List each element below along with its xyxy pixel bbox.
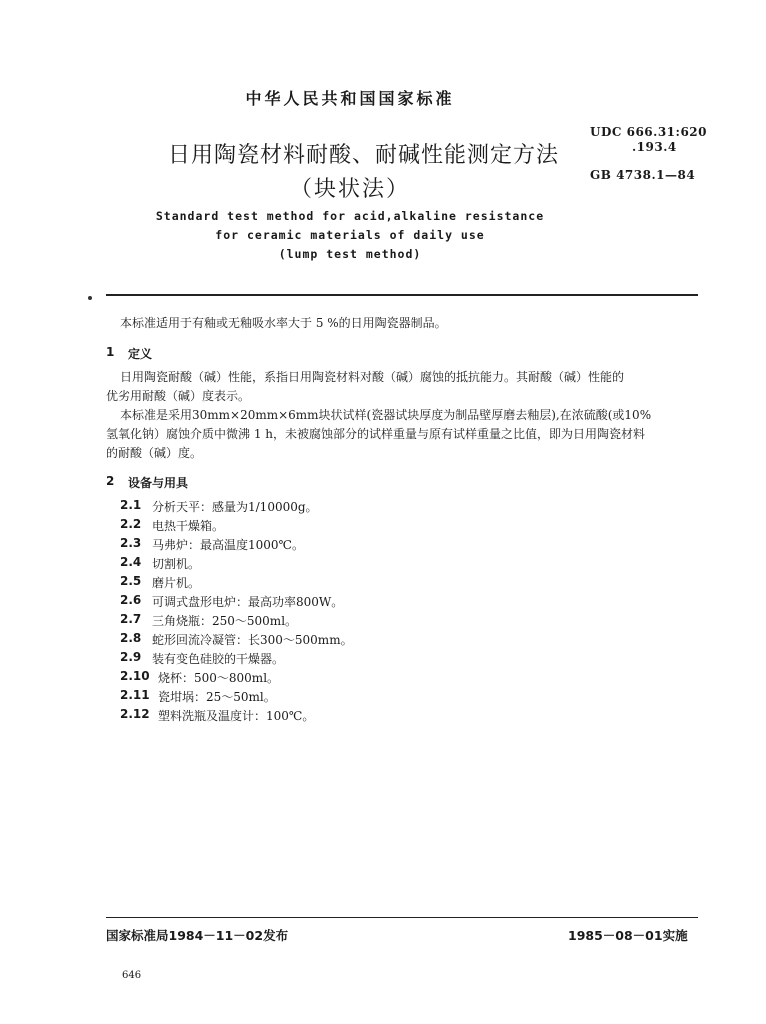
equipment-item-text: 烧杯：500～800ml。 [158, 671, 280, 685]
equipment-item-number: 2.11 [120, 688, 150, 702]
definition-para-2-line-3: 的耐酸（碱）度。 [106, 446, 203, 460]
equipment-item-text: 三角烧瓶：250～500ml。 [152, 614, 298, 628]
definition-para-2-line-1: 本标准是采用30mm×20mm×6mm块状试样(瓷器试块厚度为制品壁厚磨去釉层),在浓硫酸(或10% [120, 408, 652, 422]
equipment-item-text: 蛇形回流冷凝管：长300～500mm。 [152, 633, 353, 647]
english-title-line-2: for ceramic materials of daily use [215, 228, 485, 242]
equipment-item-text: 瓷坩埚：25～50ml。 [158, 690, 276, 704]
effective-date: 1985－08－01实施 [568, 928, 688, 943]
equipment-item-text: 电热干燥箱。 [152, 519, 225, 533]
definition-para-1-line-2: 优劣用耐酸（碱）度表示。 [106, 389, 251, 403]
margin-dot [88, 296, 92, 300]
document-subtitle: （块状法） [289, 177, 410, 202]
equipment-item-number: 2.1 [120, 498, 142, 512]
section-2-number: 2 [106, 474, 115, 488]
header-rule [106, 294, 698, 296]
document-title: 日用陶瓷材料耐酸、耐碱性能测定方法 [168, 143, 560, 168]
section-1-number: 1 [106, 345, 115, 359]
section-1-title: 定义 [128, 347, 153, 361]
equipment-item-number: 2.8 [120, 631, 142, 645]
footer-rule [106, 917, 698, 918]
english-title-line-3: (lump test method) [278, 247, 422, 261]
scope-paragraph: 本标准适用于有釉或无釉吸水率大于 5 %的日用陶瓷器制品。 [120, 316, 447, 330]
equipment-item-number: 2.2 [120, 517, 142, 531]
equipment-item-number: 2.12 [120, 707, 150, 721]
section-2-title: 设备与用具 [128, 476, 189, 490]
equipment-item-text: 磨片机。 [152, 576, 201, 590]
definition-para-1-line-1: 日用陶瓷耐酸（碱）性能，系指日用陶瓷材料对酸（碱）腐蚀的抵抗能力。其耐酸（碱）性能的 [120, 370, 625, 384]
equipment-item-number: 2.7 [120, 612, 142, 626]
page-number: 646 [122, 970, 142, 981]
equipment-item-text: 切割机。 [152, 557, 201, 571]
udc-code-continued: .193.4 [632, 140, 677, 154]
equipment-item-number: 2.4 [120, 555, 142, 569]
equipment-item-number: 2.3 [120, 536, 142, 550]
equipment-item-text: 马弗炉：最高温度1000℃。 [152, 538, 304, 552]
gb-standard-number: GB 4738.1—84 [590, 168, 696, 182]
udc-code: UDC 666.31:620 [590, 125, 708, 139]
issue-date: 国家标准局1984－11－02发布 [106, 928, 289, 943]
definition-para-2-line-2: 氢氧化钠）腐蚀介质中微沸 1 h，未被腐蚀部分的试样重量与原有试样重量之比值，即为日用陶瓷材料 [106, 427, 645, 441]
equipment-item-number: 2.5 [120, 574, 142, 588]
equipment-item-text: 可调式盘形电炉：最高功率800W。 [152, 595, 344, 609]
standard-org-heading: 中华人民共和国国家标准 [245, 89, 455, 108]
equipment-item-text: 塑料洗瓶及温度计：100℃。 [158, 709, 315, 723]
equipment-item-number: 2.10 [120, 669, 150, 683]
equipment-item-number: 2.9 [120, 650, 142, 664]
equipment-item-text: 分析天平：感量为1/10000g。 [152, 500, 318, 514]
english-title-line-1: Standard test method for acid,alkaline resistance [155, 209, 545, 223]
equipment-item-text: 装有变色硅胶的干燥器。 [152, 652, 285, 666]
equipment-item-number: 2.6 [120, 593, 142, 607]
